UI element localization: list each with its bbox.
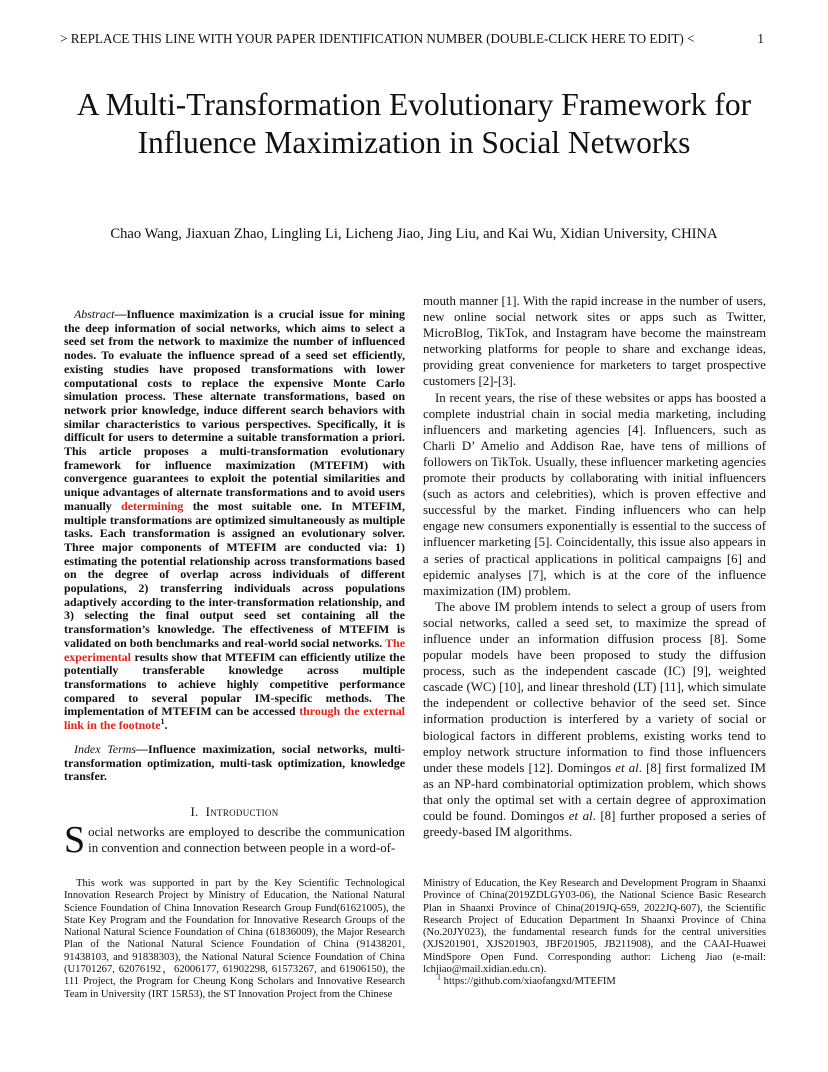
- author-line: Chao Wang, Jiaxuan Zhao, Lingling Li, Licheng Jiao, Jing Liu, and Kai Wu, Xidian University, CHINA: [110, 226, 718, 242]
- paragraph-3-text-a: The above IM problem intends to select a group of users from social networks, called a seed set, to maximize the spread of influence under an information diffusion process [8]. Some popular models have been proposed to study the diffusion process, such as the independent cascade (IC) [9], weighted cascade (WC) [10], and linear threshold (LT) [11], which simulate the independent or collective behavior of the seed set. Since information production is interfered by a variety of social or biological factors in different problems, existing works tend to employ network structure information to find those influencers under these models [12]. Domingos: [423, 599, 766, 775]
- section-heading: [64, 805, 405, 820]
- paragraph-2: In recent years, the rise of these websites or apps has boosted a complete industrial chain in social media marketing, including influencers and marketing agencies [4]. Influencers, such as Charli D’ Amelio and Addison Rae, have tens of millions of followers on TikTok. Usually, these influencer marketing agencies promote their products by collaborating with initial influencers (such as actors and celebrities), which is proven effective and successful by the market. Finding influencers who can help engage new consumers exponentially is essential to the success of influencer marketing [5]. Coincidentally, this issue also appears in a series of practical applications in political campaigns [6] and epidemic analyses [7], which is at the core of the influence maximization (IM) problem.: [423, 390, 766, 598]
- paragraph-1: mouth manner [1]. With the rapid increase in the number of users, new online social network sites or apps such as Twitter, MicroBlog, TikTok, and Instagram have become the mainstream networking platforms for people to share and exchange ideas, providing great convenience for marketers to target prospective customers [2]-[3].: [423, 294, 766, 389]
- abstract-text-2: the most suitable one. In MTEFIM, multiple transformations are optimized simultaneously as multiple tasks. Each transformation is assigned an evolutionary solver. Three major components of MTEFIM are conducted via: 1) estimating the potential relationship across transformations based on the degree of overlap across individuals of different populations, 2) transferring individuals across populations adaptively according to the inter-transformation relationship, and 3) selecting the final output seed set containing all the transformation’s knowledge. The effectiveness of MTEFIM is validated on both benchmarks and real-world social networks.: [64, 498, 405, 650]
- abstract-highlight-3: through the external link in the footnote: [64, 704, 405, 733]
- abstract-end: .: [164, 718, 168, 733]
- drop-cap: S: [64, 819, 86, 861]
- right-column: [423, 293, 766, 840]
- index-terms-lead: Index Terms: [74, 742, 136, 756]
- intro-text: ocial networks are employed to describe the communication in convention and connection between people in a word-of-: [88, 825, 405, 856]
- paper-title: A Multi-Transformation Evolutionary Framework for Influence Maximization in Social Networks: [76, 87, 752, 160]
- abstract-highlight-2: The experimental: [64, 635, 405, 664]
- footnote-right-text: Ministry of Education, the Key Research and Development Program in Shaanxi Province of China(2019ZDLGY03-06), the National Science Basic Research Plan in Shaanxi Province of China(2019JQ-659, 2022JQ-607), the Scientific Research Project of Education Department In Shaanxi Province of China (No.20JY023), the fundamental research funds for the central universities (XJS201901, XJS201903, JBF201905, JB211908), and the CAAI-Huawei MindSpore Open Fund. Corresponding author: Licheng Jiao (e-mail: lchjiao@mail.xidian.edu.cn).: [423, 878, 766, 976]
- footnote-link-marker: 1: [437, 972, 441, 982]
- et-al-2: et al: [568, 809, 593, 823]
- et-al-1: et al: [615, 760, 639, 775]
- abstract: [64, 308, 405, 733]
- paragraph-3-text-c: . [8] further proposed a series of greedy-based IM algorithms.: [423, 809, 766, 840]
- paragraph-3: [423, 599, 766, 840]
- section-title: Introduction: [205, 805, 279, 819]
- footnote-marker: 1: [160, 717, 165, 727]
- footnote-right: [423, 878, 766, 989]
- abstract-highlight-1: determining: [121, 498, 184, 513]
- intro-paragraph: [64, 819, 405, 861]
- index-terms: [64, 743, 405, 784]
- abstract-text-1: —Influence maximization is a crucial issue for mining the deep information of social networks, which aims to select a seed set from the network to maximize the number of influenced nodes. To evaluate the influence spread of a seed set efficiently, existing studies have proposed transformations with lower computational costs to replace the expensive Monte Carlo simulation process. These alternate transformations, based on network prior knowledge, induce different search behaviors with similar characteristics to various perspectives. Specifically, it is difficult for users to determine a suitable transformation a priori. This article proposes a multi-transformation evolutionary framework for influence maximization (MTEFIM) with convergence guarantees to exploit the potential similarities and unique advantages of alternate transformations and to avoid users manually: [64, 307, 405, 513]
- abstract-lead: Abstract: [74, 307, 115, 321]
- page-number: 1: [757, 31, 764, 46]
- paragraph-3-text-b: . [8] first formalized IM as an NP-hard combinatorial optimization problem, which shows that only the optimal set with a certain degree of approximation could be found. Domingos: [423, 760, 766, 823]
- section-number: I.: [190, 805, 199, 819]
- running-head: > REPLACE THIS LINE WITH YOUR PAPER IDENTIFICATION NUMBER (DOUBLE-CLICK HERE TO EDIT) <: [60, 31, 695, 46]
- index-terms-text: —Influence maximization, social networks, multi-transformation optimization, multi-task optimization, knowledge transfer.: [64, 742, 405, 784]
- abstract-text-3: results show that MTEFIM can efficiently utilize the potentially transferable knowledge across multiple transformations to achieve highly competitive performance compared to several popular IM-specific methods. The implementation of MTEFIM can be accessed: [64, 649, 405, 719]
- footnote-link-line: [423, 972, 766, 988]
- footnote-link[interactable]: https://github.com/xiaofangxd/MTEFIM: [441, 976, 616, 988]
- footnote-left: This work was supported in part by the Key Scientific Technological Innovation Research Project by Ministry of Education, the National Natural Science Foundation of China Innovation Research Group Fund(61621005), the State Key Program and the Foundation for Innovative Research Groups of the National Natural Science Foundation of China (61836009), the Major Research Plan of the National Natural Science Foundation of China (91438201, 91438103, and 91838303), the National Natural Science Foundation of China (U1701267, 62076192，62006177, 61902298, 61573267, and 61906150), the 111 Project, the Program for Cheung Kong Scholars and Innovative Research Team in University (IRT 15R53), the ST Innovation Project from the Chinese: [64, 878, 405, 1000]
